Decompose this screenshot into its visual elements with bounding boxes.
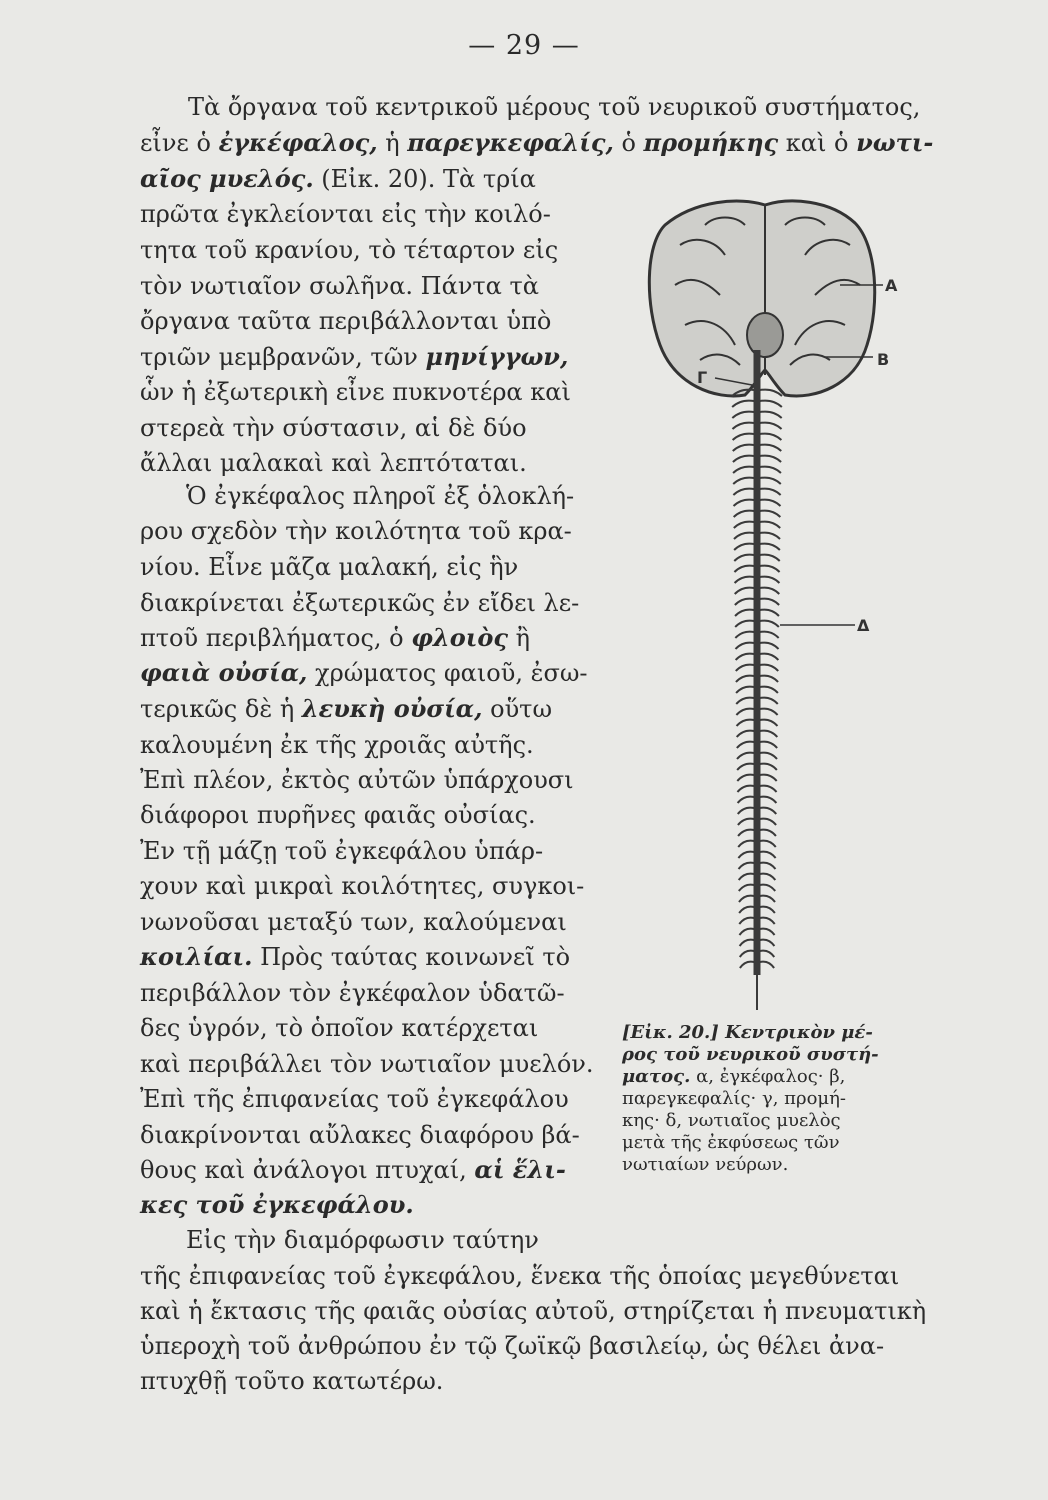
nerve-branch	[760, 841, 776, 847]
nerve-branch	[760, 445, 781, 451]
text-line: διακρίνονται αὔλακες διαφόρου βά-	[140, 1121, 580, 1149]
page-number: — 29 —	[468, 30, 580, 61]
nerve-branch	[733, 434, 754, 440]
nerve-branch	[760, 698, 778, 704]
nerve-branch	[737, 731, 754, 737]
text-line: Ἐπὶ τῆς ἐπιφανείας τοῦ ἐγκεφάλου	[140, 1085, 569, 1113]
text-line: Εἰς τὴν διαμόρφωσιν ταύτην	[186, 1226, 539, 1254]
nerve-branch	[760, 544, 780, 550]
text-line: νίου. Εἶνε μᾶζα μαλακή, εἰς ἣν	[140, 553, 519, 581]
nerve-branch	[760, 511, 780, 517]
nerve-branch	[736, 687, 754, 693]
caption-line: παρεγκεφαλίς· γ, προμή-	[622, 1088, 846, 1109]
nerve-branch	[760, 566, 780, 572]
text-line: περιβάλλον τὸν ἐγκέφαλον ὑδατῶ-	[140, 979, 565, 1007]
text-line: ὄργανα ταῦτα περιβάλλονται ὑπὸ	[140, 307, 552, 335]
nerve-branch	[760, 489, 781, 495]
nerve-branch	[735, 610, 754, 616]
nerve-branch	[760, 654, 778, 660]
nerve-branch	[760, 797, 776, 803]
nerve-branch	[732, 423, 754, 429]
nerve-branch	[760, 709, 778, 715]
nerve-branch	[736, 698, 754, 704]
nerve-branch	[739, 929, 754, 935]
text-line: νωνοῦσαι μεταξύ των, καλούμεναι	[140, 908, 567, 936]
nerve-branch	[760, 731, 777, 737]
text-line: Ἐπὶ πλέον, ἐκτὸς αὐτῶν ὑπάρχουσι	[140, 766, 574, 794]
nerve-branch	[760, 764, 777, 770]
nerve-branch	[734, 522, 754, 528]
nerve-branch	[738, 830, 754, 836]
label-b: Β	[877, 350, 890, 369]
nerve-branch	[760, 929, 775, 935]
text-line: τερικῶς δὲ ἡ λευκὴ οὐσία, οὕτω	[140, 694, 553, 723]
text-line: δες ὑγρόν, τὸ ὁποῖον κατέρχεται	[140, 1014, 539, 1042]
nerve-branch	[738, 797, 754, 803]
nerve-branch	[732, 401, 754, 407]
nerve-branch	[737, 786, 754, 792]
nerve-branch	[760, 896, 775, 902]
nerve-branch	[760, 632, 779, 638]
nerve-branch	[760, 412, 782, 418]
nerve-branch	[760, 819, 776, 825]
text-line: ὧν ἡ ἐξωτερικὴ εἶνε πυκνοτέρα καὶ	[140, 378, 571, 406]
nerve-branch	[760, 830, 776, 836]
text-line: αῖος μυελός. (Εἰκ. 20). Τὰ τρία	[140, 164, 536, 193]
nerve-branch	[760, 665, 778, 671]
nerve-branch	[760, 555, 780, 561]
nerve-branch	[760, 808, 776, 814]
nerve-branch	[760, 753, 777, 759]
caption-line: ματος. α, ἐγκέφαλος· β,	[622, 1066, 846, 1087]
nerve-branch	[760, 577, 779, 583]
nerve-branch	[739, 885, 754, 891]
nerve-branch	[738, 808, 754, 814]
nerve-branch	[739, 863, 754, 869]
text-line: κες τοῦ ἐγκεφάλου.	[140, 1190, 414, 1219]
nerve-branch	[734, 511, 754, 517]
nerve-branch	[760, 434, 781, 440]
nerve-branch	[760, 599, 779, 605]
caption-line: κης· δ, νωτιαῖος μυελὸς	[622, 1110, 841, 1131]
nerve-branch	[760, 643, 779, 649]
nerve-branch	[736, 665, 754, 671]
text-line: πτοῦ περιβλήματος, ὁ φλοιὸς ἢ	[140, 623, 531, 652]
nerve-branch	[760, 467, 781, 473]
text-line: Ἐν τῇ μάζῃ τοῦ ἐγκεφάλου ὑπάρ-	[140, 837, 544, 865]
nerve-branch	[739, 896, 754, 902]
text-line: στερεὰ τὴν σύστασιν, αἱ δὲ δύο	[140, 414, 527, 442]
text-line: κοιλίαι. Πρὸς ταύτας κοινωνεῖ τὸ	[140, 942, 571, 971]
nerve-branch	[760, 775, 777, 781]
nerve-branch	[733, 489, 754, 495]
text-line: πρῶτα ἐγκλείονται εἰς τὴν κοιλό-	[140, 200, 551, 228]
label-d: Δ	[857, 616, 870, 635]
caption-line: μετὰ τῆς ἐκφύσεως τῶν	[622, 1132, 840, 1153]
nerve-branch	[760, 456, 781, 462]
nerve-branch	[740, 951, 754, 957]
brain-spinal-cord-illustration	[605, 185, 935, 1030]
nerve-branch	[760, 478, 781, 484]
label-g: Γ	[697, 368, 708, 387]
nerve-branch	[735, 577, 754, 583]
text-line: τῆς ἐπιφανείας τοῦ ἐγκεφάλου, ἕνεκα τῆς ὁποίας μεγεθύνεται	[140, 1262, 900, 1290]
nerve-branch	[740, 940, 754, 946]
text-line: ὑπεροχὴ τοῦ ἀνθρώπου ἐν τῷ ζωϊκῷ βασιλείῳ, ὡς θέλει ἀνα-	[140, 1332, 885, 1360]
nerve-branch	[760, 874, 775, 880]
nerve-branch	[732, 412, 754, 418]
nerve-branch	[760, 863, 775, 869]
nerve-branch	[760, 951, 774, 957]
text-line: Τὰ ὄργανα τοῦ κεντρικοῦ μέρους τοῦ νευρικοῦ συστήματος,	[188, 93, 921, 121]
text-line: εἶνε ὁ ἐγκέφαλος, ἡ παρεγκεφαλίς, ὁ προμήκης καὶ ὁ νωτι-	[140, 128, 934, 157]
nerve-branch	[733, 467, 754, 473]
nerve-branch	[760, 390, 782, 396]
nerve-branch	[760, 720, 777, 726]
nerve-branch	[735, 599, 754, 605]
nerve-branch	[733, 456, 754, 462]
text-line: πτυχθῇ τοῦτο κατωτέρω.	[140, 1367, 444, 1395]
nerve-branch	[737, 775, 754, 781]
nerve-branch	[760, 962, 774, 968]
nerve-branch	[760, 687, 778, 693]
nerve-branch	[735, 588, 754, 594]
nerve-branch	[734, 555, 754, 561]
text-line: τὸν νωτιαῖον σωλῆνα. Πάντα τὰ	[140, 272, 539, 300]
nerve-branch	[734, 500, 754, 506]
text-line: θους καὶ ἀνάλογοι πτυχαί, αἱ ἕλι-	[140, 1155, 566, 1184]
nerve-branch	[739, 907, 754, 913]
nerve-branch	[760, 588, 779, 594]
nerve-branch	[735, 632, 754, 638]
nerve-branch	[760, 533, 780, 539]
text-line: ρου σχεδὸν τὴν κοιλότητα τοῦ κρα-	[140, 517, 572, 545]
nerve-branch	[760, 621, 779, 627]
text-line: διακρίνεται ἐξωτερικῶς ἐν εἴδει λε-	[140, 589, 580, 617]
nerve-branch	[734, 533, 754, 539]
text-line: καὶ ἡ ἔκτασις τῆς φαιᾶς οὐσίας αὐτοῦ, στηρίζεται ἡ πνευματικὴ	[140, 1297, 927, 1325]
nerve-branch	[760, 885, 775, 891]
label-a: Α	[885, 276, 898, 295]
nerve-branch	[740, 962, 754, 968]
nerve-branch	[736, 654, 754, 660]
nerve-branch	[738, 841, 754, 847]
nerve-branch	[760, 676, 778, 682]
nervous-system-figure	[605, 185, 935, 1030]
nerve-branch	[733, 445, 754, 451]
text-line: τριῶν μεμβρανῶν, τῶν μηνίγγων,	[140, 342, 569, 371]
nerve-branch	[734, 544, 754, 550]
nerve-branch	[739, 918, 754, 924]
text-line: ἄλλαι μαλακαὶ καὶ λεπτόταται.	[140, 449, 527, 477]
nerve-branch	[736, 676, 754, 682]
nerve-branch	[760, 401, 782, 407]
text-line: χουν καὶ μικραὶ κοιλότητες, συγκοι-	[140, 872, 585, 900]
nerve-branch	[760, 742, 777, 748]
figure-caption	[622, 1022, 912, 1176]
nerve-branch	[760, 500, 780, 506]
nerve-branch	[760, 852, 776, 858]
nerve-branch	[760, 522, 780, 528]
nerve-branch	[737, 720, 754, 726]
text-line: φαιὰ οὐσία, χρώματος φαιοῦ, ἐσω-	[140, 658, 588, 687]
brain-drawing	[649, 201, 874, 396]
text-line: διάφοροι πυρῆνες φαιᾶς οὐσίας.	[140, 801, 536, 829]
nerve-branch	[737, 742, 754, 748]
nerve-branch	[737, 764, 754, 770]
nerve-branch	[734, 566, 754, 572]
nerve-branch	[760, 423, 782, 429]
caption-line: ρος τοῦ νευρικοῦ συστή-	[622, 1044, 879, 1065]
nerve-branch	[760, 610, 779, 616]
nerve-branch	[736, 709, 754, 715]
caption-line: νωτιαίων νεύρων.	[622, 1154, 789, 1175]
nerve-branch	[735, 643, 754, 649]
text-line: τητα τοῦ κρανίου, τὸ τέταρτον εἰς	[140, 236, 559, 264]
nerve-branch	[738, 819, 754, 825]
nerve-branch	[760, 918, 775, 924]
nerve-branch	[760, 907, 775, 913]
nerve-branch	[760, 786, 777, 792]
nerve-branch	[733, 478, 754, 484]
caption-line: [Εἰκ. 20.] Κεντρικὸν μέ-	[622, 1022, 873, 1043]
nerve-branch	[737, 753, 754, 759]
nerve-branch	[738, 852, 754, 858]
text-line: καὶ περιβάλλει τὸν νωτιαῖον μυελόν.	[140, 1050, 594, 1078]
text-line: καλουμένη ἐκ τῆς χροιᾶς αὐτῆς.	[140, 731, 534, 759]
text-line: Ὁ ἐγκέφαλος πληροῖ ἐξ ὁλοκλή-	[186, 482, 575, 510]
nerve-branch	[739, 874, 754, 880]
nerve-branch	[760, 940, 774, 946]
nerve-branch	[735, 621, 754, 627]
